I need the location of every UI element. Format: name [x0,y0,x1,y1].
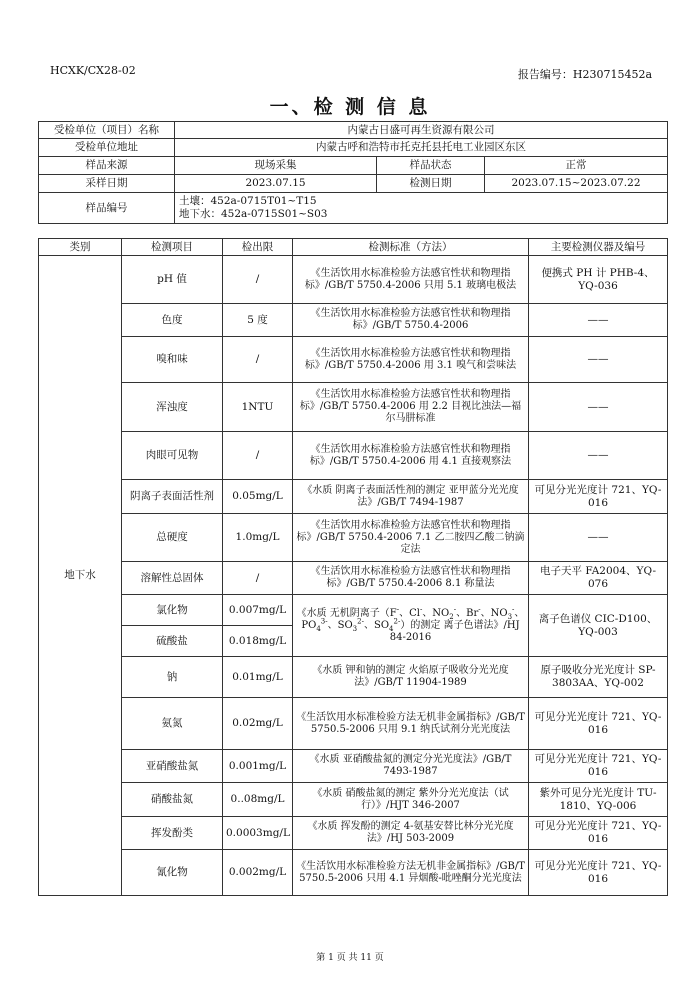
detection-limit: 1NTU [223,383,293,432]
info-row-unit [39,122,668,139]
info-table [38,121,668,224]
instrument: —— [529,383,668,432]
page-title: 一、检 测 信 息 [269,96,431,118]
item-name: 硫酸盐 [122,626,223,657]
item-name: pH 值 [122,256,223,304]
test-date-label: 检测日期 [377,175,485,193]
test-standard: 《生活饮用水标准检验方法感官性状和物理指标》/GB/T 5750.4-2006 用 4.1 直接观察法 [293,432,529,480]
status-label: 样品状态 [377,157,485,175]
item-name: 氨氮 [122,698,223,750]
table-row [39,514,668,562]
item-name: 色度 [122,304,223,337]
item-name: 总硬度 [122,514,223,562]
item-name: 钠 [122,657,223,698]
sample-no-soil: 土壤：452a-0715T01~T15 [179,195,317,208]
source-label: 样品来源 [39,157,175,175]
instrument: 原子吸收分光光度计 SP-3803AA、YQ-002 [529,657,668,698]
detection-limit: 5 度 [223,304,293,337]
test-standard: 《水质 阴离子表面活性剂的测定 亚甲蓝分光光度法》/GB/T 7494-1987 [293,480,529,514]
test-date-value: 2023.07.15~2023.07.22 [485,175,668,193]
test-standard: 《水质 钾和钠的测定 火焰原子吸收分光光度法》/GB/T 11904-1989 [293,657,529,698]
item-name: 阴离子表面活性剂 [122,480,223,514]
test-standard: 《生活饮用水标准检验方法感官性状和物理指标》/GB/T 5750.4-2006 用 2.2 目视比浊法—福尔马肼标准 [293,383,529,432]
instrument: 紫外可见分光光度计 TU-1810、YQ-006 [529,783,668,817]
detection-limit: 0.001mg/L [223,750,293,783]
detection-limit: 0.007mg/L [223,595,293,626]
sample-no-water: 地下水：452a-0715S01~S03 [179,208,328,220]
report-number [518,66,652,82]
address-value: 内蒙古呼和浩特市托克托县托电工业园区东区 [175,139,668,157]
item-name: 肉眼可见物 [122,432,223,480]
detection-limit: 1.0mg/L [223,514,293,562]
sample-no-label: 样品编号 [39,193,175,224]
detection-limit: 0.05mg/L [223,480,293,514]
sampling-date-label: 采样日期 [39,175,175,193]
unit-label: 受检单位（项目）名称 [39,122,175,139]
item-name: 亚硝酸盐氮 [122,750,223,783]
test-standard: 《生活饮用水标准检验方法感官性状和物理指标》/GB/T 5750.4-2006 [293,304,529,337]
table-row [39,383,668,432]
item-name: 氯化物 [122,595,223,626]
table-row [39,480,668,514]
table-row [39,817,668,850]
report-number-label: 报告编号： [517,68,573,81]
instrument: 离子色谱仪 CIC-D100、YQ-003 [529,595,668,657]
item-name: 溶解性总固体 [122,562,223,595]
instrument: 可见分光光度计 721、YQ-016 [529,750,668,783]
col-instrument: 主要检测仪器及编号 [529,239,668,256]
source-value: 现场采集 [175,157,377,175]
table-row [39,432,668,480]
detection-limit: 0.018mg/L [223,626,293,657]
sample-no-value [175,193,668,224]
test-standard: 《水质 亚硝酸盐氮的测定分光光度法》/GB/T 7493-1987 [293,750,529,783]
test-standard: 《生活饮用水标准检验方法感官性状和物理指标》/GB/T 5750.4-2006 用 3.1 嗅气和尝味法 [293,337,529,383]
category-groundwater: 地下水 [39,256,122,896]
instrument: 可见分光光度计 721、YQ-016 [529,698,668,750]
instrument: —— [529,304,668,337]
table-row [39,337,668,383]
detection-limit: 0..08mg/L [223,783,293,817]
col-standard: 检测标准（方法） [293,239,529,256]
item-name: 浑浊度 [122,383,223,432]
table-row [39,304,668,337]
info-row-dates [39,175,668,193]
table-header-row [39,239,668,256]
item-name: 挥发酚类 [122,817,223,850]
item-name: 嗅和味 [122,337,223,383]
instrument: 可见分光光度计 721、YQ-016 [529,480,668,514]
test-standard: 《生活饮用水标准检验方法无机非金属指标》/GB/T 5750.5-2006 只用 9.1 纳氏试剂分光光度法 [293,698,529,750]
test-standard: 《生活饮用水标准检验方法感官性状和物理指标》/GB/T 5750.4-2006 8.1 称量法 [293,562,529,595]
test-standard: 《生活饮用水标准检验方法感官性状和物理指标》/GB/T 5750.4-2006 7.1 乙二胺四乙酸二钠滴定法 [293,514,529,562]
col-category: 类别 [39,239,122,256]
report-number-value: H230715452a [572,68,652,81]
info-row-source [39,157,668,175]
info-row-address [39,139,668,157]
item-name: 硝酸盐氮 [122,783,223,817]
unit-value: 内蒙古日盛可再生资源有限公司 [175,122,668,139]
address-label: 受检单位地址 [39,139,175,157]
detection-limit: 0.0003mg/L [223,817,293,850]
instrument: 可见分光光度计 721、YQ-016 [529,850,668,896]
instrument: —— [529,514,668,562]
form-code: HCXK/CX28-02 [50,64,136,77]
table-row [39,562,668,595]
test-standard: 《生活饮用水标准检验方法感官性状和物理指标》/GB/T 5750.4-2006 只用 5.1 玻璃电极法 [293,256,529,304]
detection-limit: / [223,562,293,595]
instrument: 便携式 PH 计 PHB-4、YQ-036 [529,256,668,304]
table-row [39,698,668,750]
col-limit: 检出限 [223,239,293,256]
table-row [39,750,668,783]
detection-limit: / [223,256,293,304]
instrument: 电子天平 FA2004、YQ-076 [529,562,668,595]
detection-limit: 0.002mg/L [223,850,293,896]
test-standard: 《生活饮用水标准检验方法无机非金属指标》/GB/T 5750.5-2006 只用 4.1 异烟酸-吡唑酮分光光度法 [293,850,529,896]
info-row-sample-no [39,193,668,224]
test-items-table [38,238,668,896]
detection-limit: / [223,432,293,480]
test-standard-ions: 《水质 无机阴离子（F-、Cl-、$NO_2^-$、Br-、$NO_3^-$、$PO_4^{3-}$、$SO_3^{2-}$、$SO_4^{2-}$）的测定 离子色谱法》/HJ 84-2016 [293,595,529,657]
detection-limit: 0.01mg/L [223,657,293,698]
page-number: 第 1 页 共 11 页 [316,953,384,963]
test-standard: 《水质 硝酸盐氮的测定 紫外分光光度法（试行）》/HJT 346-2007 [293,783,529,817]
instrument: —— [529,432,668,480]
table-row [39,595,668,626]
table-row [39,256,668,304]
test-standard: 《水质 挥发酚的测定 4-氨基安替比林分光光度法》/HJ 503-2009 [293,817,529,850]
table-row [39,850,668,896]
status-value: 正常 [485,157,668,175]
instrument: 可见分光光度计 721、YQ-016 [529,817,668,850]
table-row [39,657,668,698]
col-item: 检测项目 [122,239,223,256]
sampling-date-value: 2023.07.15 [175,175,377,193]
table-row [39,783,668,817]
detection-limit: / [223,337,293,383]
item-name: 氰化物 [122,850,223,896]
instrument: —— [529,337,668,383]
detection-limit: 0.02mg/L [223,698,293,750]
